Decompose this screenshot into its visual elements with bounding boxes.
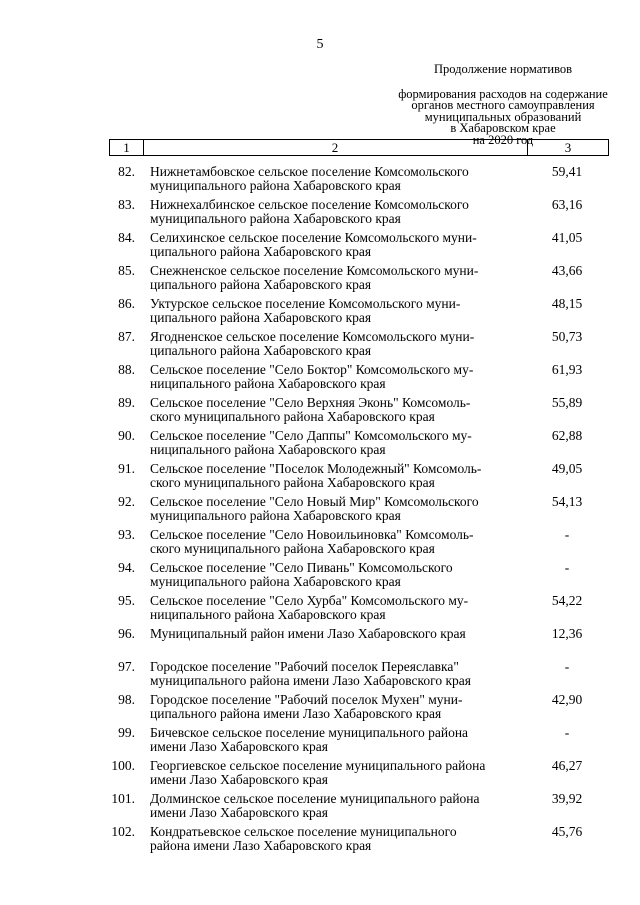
row-number: 94. [118, 560, 135, 575]
caption-line: органов местного самоуправления [411, 98, 595, 112]
table-row [0, 294, 640, 327]
row-name: Бичевское сельское поселение муниципального района имени Лазо Хабаровского края [150, 725, 469, 754]
document-caption [378, 64, 628, 146]
row-value: 54,13 [551, 494, 583, 509]
row-value: - [564, 659, 570, 674]
caption-line: на 2020 год [472, 132, 534, 147]
row-number: 82. [118, 164, 135, 179]
table-row [0, 360, 640, 393]
table-row [0, 228, 640, 261]
table-body [0, 162, 640, 855]
row-name: Ягодненское сельское поселение Комсомольского муни- ципального района Хабаровского края [150, 329, 475, 358]
row-number: 95. [118, 593, 135, 608]
row-value: 12,36 [551, 626, 583, 641]
row-value: 62,88 [551, 428, 583, 443]
table-row [0, 195, 640, 228]
table-row [0, 162, 640, 195]
row-number: 99. [118, 725, 135, 740]
row-name: Долминское сельское поселение муниципального района имени Лазо Хабаровского края [150, 791, 480, 820]
table-row [0, 591, 640, 624]
table-row [0, 492, 640, 525]
row-value: 59,41 [551, 164, 583, 179]
table-header [109, 139, 609, 156]
row-name: Сельское поселение "Село Боктор" Комсомольского му- ниципального района Хабаровского края [150, 362, 474, 391]
table-row [0, 756, 640, 789]
row-name: Муниципальный район имени Лазо Хабаровского края [150, 626, 466, 641]
row-number: 90. [118, 428, 135, 443]
row-number: 93. [118, 527, 135, 542]
row-number: 88. [118, 362, 135, 377]
table-row [0, 261, 640, 294]
row-number: 101. [111, 791, 135, 806]
row-number: 92. [118, 494, 135, 509]
row-number: 98. [118, 692, 135, 707]
row-value: 54,22 [551, 593, 583, 608]
row-name: Георгиевское сельское поселение муниципального района имени Лазо Хабаровского края [150, 758, 486, 787]
row-number: 85. [118, 263, 135, 278]
row-value: 55,89 [551, 395, 583, 410]
caption-line: Продолжение нормативов [433, 62, 573, 76]
row-name: Сельское поселение "Село Новоильиновка" Комсомоль- ского муниципального района Хабаровского края [150, 527, 474, 556]
row-name: Сельское поселение "Поселок Молодежный" Комсомоль- ского муниципального района Хабаровского края [150, 461, 482, 490]
caption-line: формирования расходов на содержание [398, 86, 608, 101]
table-row [0, 426, 640, 459]
row-number: 102. [111, 824, 135, 839]
caption-line: муниципальных образований [424, 109, 582, 124]
table-row [0, 690, 640, 723]
caption-line: в Хабаровском крае [450, 121, 556, 135]
row-name: Сельское поселение "Село Хурба" Комсомольского му- ниципального района Хабаровского края [150, 593, 469, 622]
table-row [0, 789, 640, 822]
row-value: 39,92 [551, 791, 583, 806]
row-value: 49,05 [551, 461, 583, 476]
table-row [0, 558, 640, 591]
table-row [0, 393, 640, 426]
row-name: Нижнехалбинское сельское поселение Комсомольского муниципального района Хабаровского края [150, 197, 469, 226]
row-number: 96. [118, 626, 135, 641]
row-value: 45,76 [551, 824, 583, 839]
row-name: Сельское поселение "Село Даппы" Комсомольского му- ниципального района Хабаровского края [150, 428, 472, 457]
page-number: 5 [316, 37, 324, 52]
row-number: 87. [118, 329, 135, 344]
row-number: 91. [118, 461, 135, 476]
table-row [0, 327, 640, 360]
row-value: 41,05 [551, 230, 583, 245]
row-name: Кондратьевское сельское поселение муниципального района имени Лазо Хабаровского края [150, 824, 457, 853]
row-number: 100. [111, 758, 135, 773]
table-row [0, 657, 640, 690]
row-value: - [564, 527, 570, 542]
row-value: 43,66 [551, 263, 583, 278]
row-name: Сельское поселение "Село Новый Мир" Комсомольского муниципального района Хабаровского края [150, 494, 479, 523]
row-value: - [564, 560, 570, 575]
table-row [0, 459, 640, 492]
row-value: 50,73 [551, 329, 583, 344]
row-name: Нижнетамбовское сельское поселение Комсомольского муниципального района Хабаровского края [150, 164, 469, 193]
row-value: 61,93 [551, 362, 583, 377]
row-name: Сельское поселение "Село Пивань" Комсомольского муниципального района Хабаровского края [150, 560, 453, 589]
row-name: Уктурское сельское поселение Комсомольского муни- ципального района Хабаровского края [150, 296, 461, 325]
table-row [0, 822, 640, 855]
row-value: 63,16 [551, 197, 583, 212]
row-number: 83. [118, 197, 135, 212]
row-number: 86. [118, 296, 135, 311]
row-name: Городское поселение "Рабочий поселок Переяславка" муниципального района имени Лазо Хабаровского края [150, 659, 471, 688]
row-number: 89. [118, 395, 135, 410]
row-name: Городское поселение "Рабочий поселок Мухен" муни- ципального района имени Лазо Хабаровского края [150, 692, 463, 721]
column-header-number: 1 [110, 140, 144, 155]
row-name: Селихинское сельское поселение Комсомольского муни- ципального района Хабаровского края [150, 230, 477, 259]
row-number: 97. [118, 659, 135, 674]
row-value: 48,15 [551, 296, 583, 311]
row-name: Снежненское сельское поселение Комсомольского муни- ципального района Хабаровского края [150, 263, 479, 292]
row-name: Сельское поселение "Село Верхняя Эконь" Комсомоль- ского муниципального района Хабаровского края [150, 395, 471, 424]
row-number: 84. [118, 230, 135, 245]
row-value: 42,90 [551, 692, 583, 707]
row-value: 46,27 [551, 758, 583, 773]
column-header-value: 3 [564, 140, 572, 155]
table-row [0, 624, 640, 657]
row-value: - [564, 725, 570, 740]
table-row [0, 723, 640, 756]
column-header-name: 2 [143, 140, 528, 155]
table-row [0, 525, 640, 558]
